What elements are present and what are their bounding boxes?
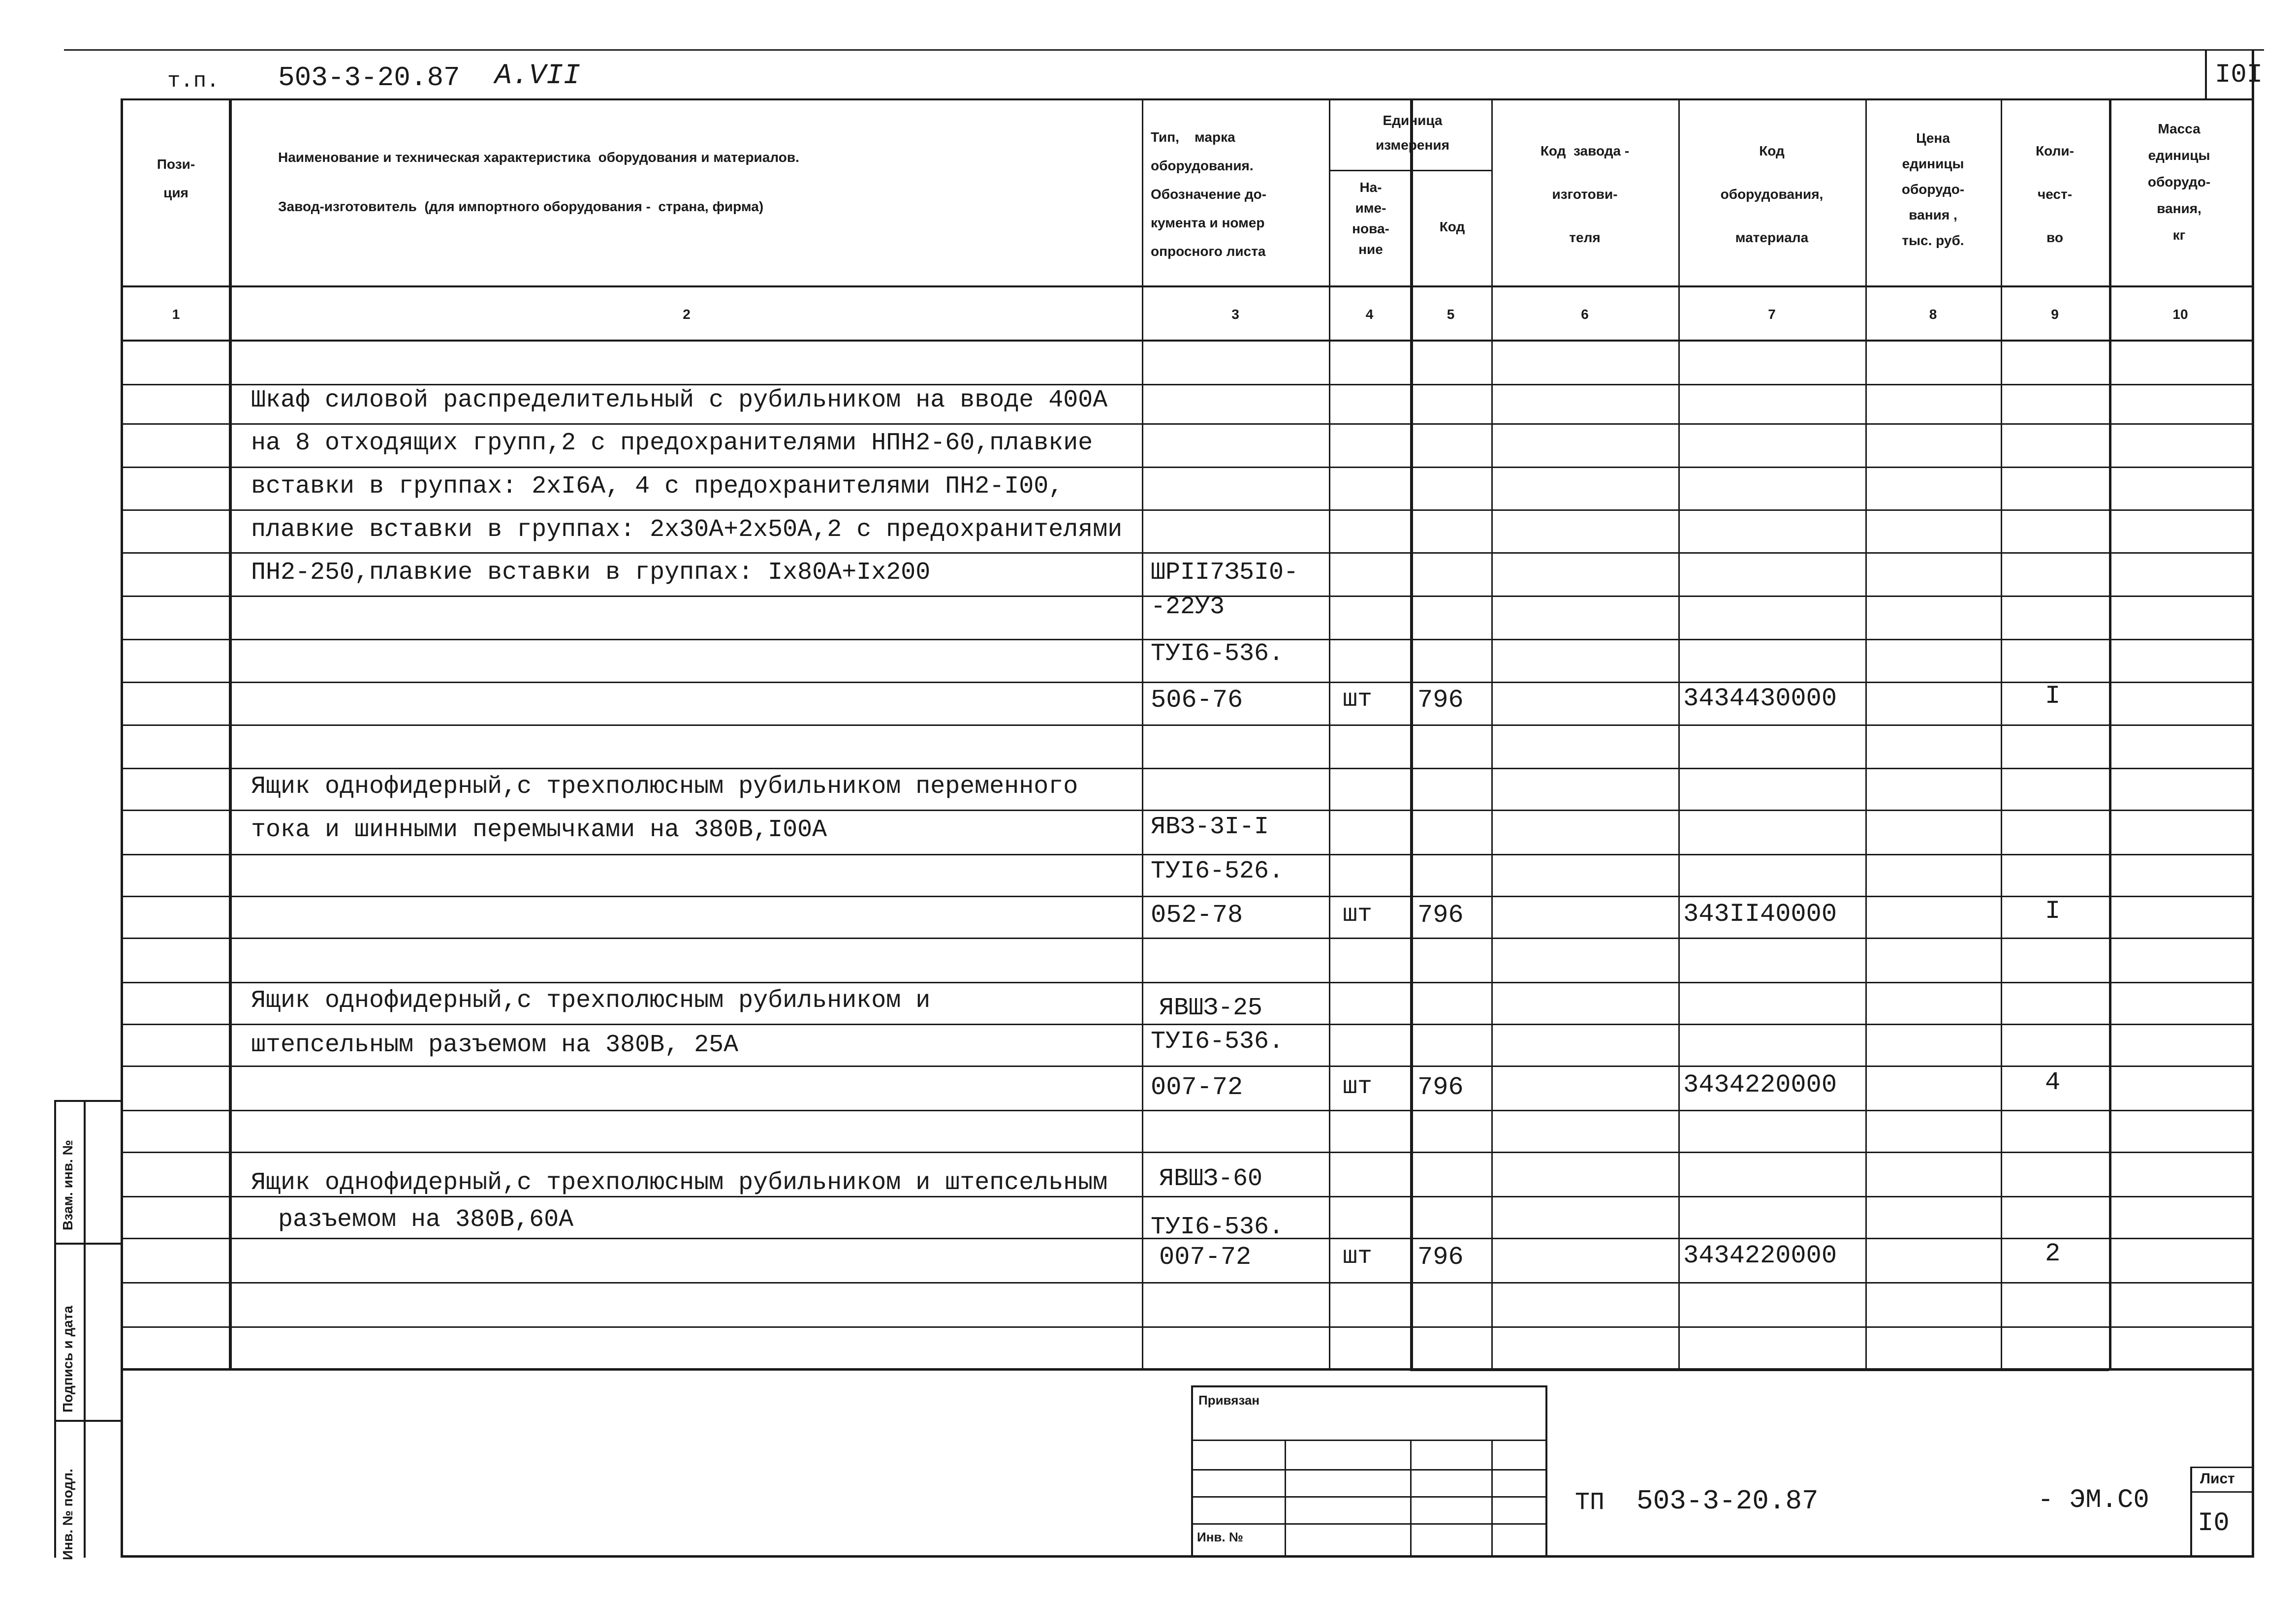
item4-unit: шт xyxy=(1343,1243,1373,1271)
v-rule xyxy=(2001,98,2002,1371)
v-rule xyxy=(1329,98,1330,1371)
item1-type-line3: ТУI6-536. xyxy=(1151,640,1284,668)
col-number-7: 7 xyxy=(1768,307,1776,322)
item3-type-line2: ТУI6-536. xyxy=(1151,1028,1284,1056)
col-number-1: 1 xyxy=(172,307,180,322)
h-rule xyxy=(121,552,2252,554)
item1-quantity: I xyxy=(2045,682,2061,711)
h-rule xyxy=(1410,1368,2109,1371)
h-rule xyxy=(121,682,2252,683)
h-rule xyxy=(121,1555,2254,1558)
v-rule xyxy=(229,98,232,1371)
h-rule xyxy=(121,1152,2252,1153)
h-rule xyxy=(121,1282,2252,1284)
col-header-position: Пози- ция xyxy=(157,157,195,200)
h-rule xyxy=(121,768,2252,769)
item4-type-line2: ТУI6-536. xyxy=(1151,1213,1284,1241)
h-rule xyxy=(121,1066,2252,1067)
item3-desc-line1: Ящик однофидерный,с трехполюсным рубильником и xyxy=(251,987,931,1015)
col-number-3: 3 xyxy=(1231,307,1239,322)
v-rule xyxy=(84,1100,86,1558)
h-rule xyxy=(121,1110,2252,1111)
h-rule xyxy=(121,467,2252,468)
doc-suffix: - ЭМ.С0 xyxy=(2038,1485,2149,1515)
item1-type-line1: ШРII7З5I0- xyxy=(1151,559,1299,587)
item1-desc-line1: Шкаф силовой распределительный с рубильником на вводе 400А xyxy=(251,386,1108,414)
v-rule xyxy=(1410,1440,1412,1555)
item2-desc-line2: тока и шинными перемычками на 380В,I00А xyxy=(251,816,827,844)
item2-unit-code: 796 xyxy=(1417,901,1464,930)
col-header-unit-code: Код xyxy=(1439,219,1465,234)
h-rule xyxy=(121,285,2252,287)
v-rule xyxy=(2252,49,2254,1558)
h-rule xyxy=(121,724,2252,726)
list-number: I0 xyxy=(2198,1508,2230,1538)
h-rule xyxy=(54,1420,121,1422)
col-header-unit: Единица измерения xyxy=(1376,113,1449,153)
v-rule xyxy=(2205,49,2207,98)
h-rule xyxy=(121,1326,2252,1328)
h-rule xyxy=(121,896,2252,897)
h-rule xyxy=(2190,1467,2252,1468)
v-rule xyxy=(1865,98,1867,1371)
margin-podpis: Подпись и дата xyxy=(60,1306,75,1412)
h-rule xyxy=(121,982,2252,983)
item3-type-line1: ЯВШЗ-25 xyxy=(1159,994,1263,1022)
h-rule xyxy=(121,340,2252,342)
item2-unit: шт xyxy=(1343,901,1373,929)
item2-desc-line1: Ящик однофидерный,с трехполюсным рубильником переменного xyxy=(251,773,1078,801)
col-header-type: Тип, марка оборудования. Обозначение до- кумента и номер опросного листа xyxy=(1151,129,1267,259)
item2-type-line3: 052-78 xyxy=(1151,901,1243,930)
h-rule xyxy=(54,1243,121,1245)
col-header-mass: Масса единицы оборудо- вания, кг xyxy=(2147,121,2211,243)
album-label: А.VII xyxy=(495,60,581,92)
item4-desc-line1: Ящик однофидерный,с трехполюсным рубильником и штепсельным xyxy=(251,1169,1108,1197)
v-rule xyxy=(1142,98,1143,1371)
col-number-6: 6 xyxy=(1581,307,1589,322)
v-rule xyxy=(2190,1467,2192,1555)
doc-code: 503-3-20.87 xyxy=(1636,1485,1819,1517)
doc-prefix: ТП xyxy=(1575,1489,1605,1517)
col-number-5: 5 xyxy=(1447,307,1455,322)
header-prefix: т.п. xyxy=(167,69,220,94)
margin-vzam: Взам. инв. № xyxy=(60,1140,75,1230)
h-rule xyxy=(54,1100,121,1102)
item4-unit-code: 796 xyxy=(1417,1243,1464,1272)
v-rule xyxy=(1491,1440,1493,1555)
item2-type-line2: ТУI6-526. xyxy=(1151,857,1284,885)
item2-type-line1: ЯВЗ-3I-I xyxy=(1151,813,1269,841)
item4-equipment-code: 3434220000 xyxy=(1683,1241,1837,1270)
col-number-10: 10 xyxy=(2172,307,2188,322)
col-header-equipment-code: Код оборудования, материала xyxy=(1720,143,1824,245)
stamp-privyazan: Привязан xyxy=(1198,1393,1260,1408)
col-number-9: 9 xyxy=(2051,307,2059,322)
list-label: Лист xyxy=(2200,1471,2235,1487)
col-header-unit-name: На- име- нова- ние xyxy=(1352,180,1389,257)
item1-unit: шт xyxy=(1343,686,1373,714)
item2-quantity: I xyxy=(2045,897,2061,926)
project-code: 503-3-20.87 xyxy=(278,62,460,94)
stamp-inv: Инв. № xyxy=(1197,1530,1243,1544)
item3-type-line3: 007-72 xyxy=(1151,1073,1243,1102)
col-number-2: 2 xyxy=(683,307,691,322)
h-rule xyxy=(64,49,2264,51)
h-rule xyxy=(1191,1385,1545,1387)
v-rule xyxy=(1285,1440,1286,1555)
h-rule xyxy=(121,423,2252,425)
v-rule xyxy=(2109,98,2111,1371)
item3-equipment-code: 3434220000 xyxy=(1683,1070,1837,1099)
item1-desc-line3: вставки в группах: 2хI6А, 4 с предохранителями ПН2-I00, xyxy=(251,472,1064,501)
h-rule xyxy=(121,1024,2252,1025)
h-rule xyxy=(121,384,2252,385)
col-number-8: 8 xyxy=(1929,307,1937,322)
item3-desc-line2: штепсельным разъемом на 380В, 25А xyxy=(251,1031,739,1059)
item4-type-line3: 007-72 xyxy=(1159,1243,1252,1272)
h-rule xyxy=(121,509,2252,511)
item1-type-line2: -22У3 xyxy=(1151,593,1225,621)
v-rule xyxy=(1678,98,1680,1371)
item1-type-line4: 506-76 xyxy=(1151,686,1243,715)
col-header-name: Наименование и техническая характеристика оборудования и материалов. Завод-изготовитель (для импортного оборудования - страна, фирма) xyxy=(278,150,799,214)
item1-equipment-code: 3434430000 xyxy=(1683,684,1837,713)
item1-desc-line4: плавкие вставки в группах: 2х30А+2х50А,2 с предохранителями xyxy=(251,516,1123,544)
item2-equipment-code: 343II40000 xyxy=(1683,900,1837,929)
item4-quantity: 2 xyxy=(2045,1239,2061,1268)
col-number-4: 4 xyxy=(1365,307,1374,322)
sheet-number-top: I0I xyxy=(2215,60,2263,90)
item4-type-line1: ЯВШЗ-60 xyxy=(1159,1165,1263,1193)
v-rule xyxy=(1545,1385,1547,1555)
item3-unit-code: 796 xyxy=(1417,1073,1464,1102)
h-rule xyxy=(121,938,2252,939)
item3-quantity: 4 xyxy=(2045,1068,2061,1097)
item1-unit-code: 796 xyxy=(1417,686,1464,715)
h-rule xyxy=(121,854,2252,855)
h-rule xyxy=(121,810,2252,811)
h-rule xyxy=(121,98,2254,100)
item1-desc-line2: на 8 отходящих групп,2 с предохранителями НПН2-60,плавкие xyxy=(251,429,1093,457)
v-rule xyxy=(1410,98,1413,1371)
item3-unit: шт xyxy=(1343,1073,1373,1101)
item4-desc-line2: разъемом на 380В,60А xyxy=(278,1206,574,1234)
col-header-quantity: Коли- чест- во xyxy=(2036,143,2074,245)
h-rule xyxy=(2190,1491,2252,1493)
item1-desc-line5: ПН2-250,плавкие вставки в группах: Iх80А+Iх200 xyxy=(251,559,931,587)
v-rule xyxy=(54,1100,56,1558)
margin-inv-podl: Инв. № подл. xyxy=(60,1469,75,1560)
col-header-factory-code: Код завода - изготови- теля xyxy=(1540,143,1630,245)
col-header-price: Цена единицы оборудо- вания , тыс. руб. xyxy=(1901,130,1965,248)
